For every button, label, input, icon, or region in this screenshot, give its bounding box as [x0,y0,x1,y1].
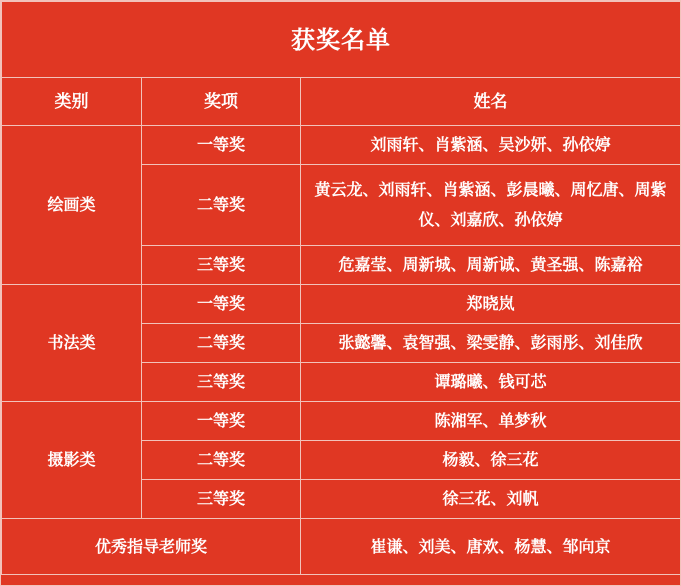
winner-names: 陈湘军、单梦秋 [301,402,681,441]
teacher-award-names: 崔谦、刘美、唐欢、杨慧、邹向京 [301,519,681,575]
category-painting: 绘画类 [2,126,142,285]
header-award: 奖项 [142,78,301,126]
award-table [1,1,681,575]
table-title: 获奖名单 [2,2,681,78]
award-level: 二等奖 [142,441,301,480]
award-level: 三等奖 [142,363,301,402]
winner-names: 危嘉莹、周新城、周新诚、黄圣强、陈嘉裕 [301,246,681,285]
award-level: 三等奖 [142,246,301,285]
winner-names: 黄云龙、刘雨轩、肖紫涵、彭晨曦、周忆唐、周紫仪、刘嘉欣、孙依婷 [301,165,681,246]
header-category: 类别 [2,78,142,126]
header-name: 姓名 [301,78,681,126]
winner-names: 张懿馨、袁智强、梁雯静、彭雨彤、刘佳欣 [301,324,681,363]
award-level: 二等奖 [142,324,301,363]
winner-names: 徐三花、刘帆 [301,480,681,519]
winner-names: 刘雨轩、肖紫涵、吴沙妍、孙依婷 [301,126,681,165]
winner-names: 杨毅、徐三花 [301,441,681,480]
category-calligraphy: 书法类 [2,285,142,402]
award-level: 二等奖 [142,165,301,246]
teacher-award-label: 优秀指导老师奖 [2,519,301,575]
award-level: 一等奖 [142,285,301,324]
award-level: 三等奖 [142,480,301,519]
winner-names: 郑晓岚 [301,285,681,324]
category-photography: 摄影类 [2,402,142,519]
winner-names: 谭璐曦、钱可芯 [301,363,681,402]
award-level: 一等奖 [142,126,301,165]
award-level: 一等奖 [142,402,301,441]
